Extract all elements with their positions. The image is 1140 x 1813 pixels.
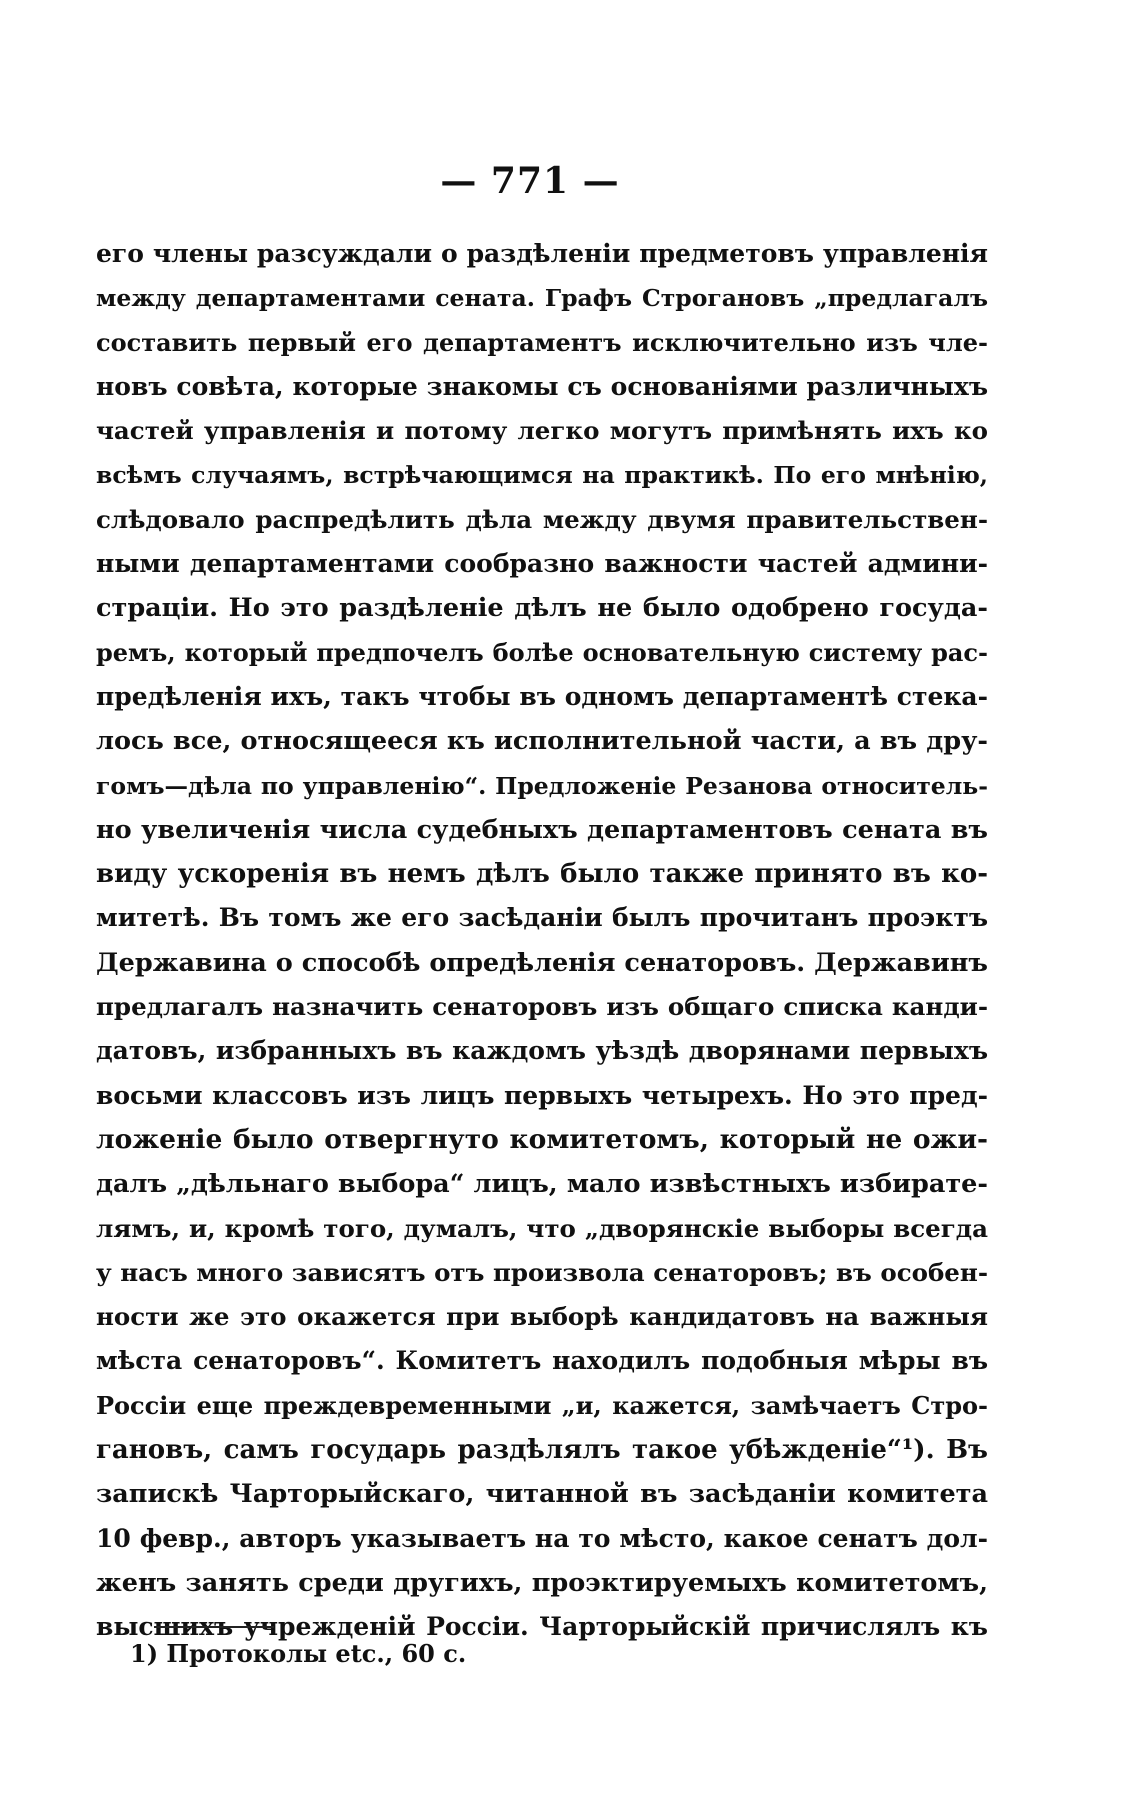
text-line: 10 февр., авторъ указываетъ на то мѣсто, какое сенатъ дол- <box>96 1523 988 1553</box>
text-line: частей управленія и потому легко могутъ примѣнять ихъ ко <box>96 416 988 446</box>
text-line: восьми классовъ изъ лицъ первыхъ четырехъ. Но это пред- <box>96 1080 988 1110</box>
text-line: лямъ, и, кромѣ того, думалъ, что „дворянскіе выборы всегда <box>96 1213 988 1243</box>
text-line: далъ „дѣльнаго выбора“ лицъ, мало извѣстныхъ избирате- <box>96 1169 988 1200</box>
text-line: ложеніе было отвергнуто комитетомъ, который не ожи- <box>96 1123 988 1155</box>
text-line: его члены разсуждали о раздѣленіи предметовъ управленія <box>96 239 988 268</box>
body-text <box>96 232 988 1650</box>
text-line: датовъ, избранныхъ въ каждомъ уѣздѣ дворянами первыхъ <box>96 1036 988 1066</box>
text-line: предѣленія ихъ, такъ чтобы въ одномъ департаментѣ стека- <box>96 681 988 711</box>
text-line: гановъ, самъ государь раздѣлялъ такое убѣжденіе“¹). Въ <box>96 1435 988 1466</box>
text-line: гомъ—дѣла по управленію“. Предложеніе Резанова относитель- <box>96 771 988 800</box>
text-line: ремъ, который предпочелъ болѣе основательную систему рас- <box>96 637 988 667</box>
footnote-divider <box>154 1626 274 1628</box>
text-line: запискѣ Чарторыйскаго, читанной въ засѣданіи комитета <box>96 1479 988 1510</box>
text-line: ными департаментами сообразно важности частей админи- <box>96 549 988 579</box>
footnote: 1) Протоколы etc., 60 с. <box>130 1639 467 1668</box>
text-line: новъ совѣта, которые знакомы съ основаніями различныхъ <box>96 371 988 401</box>
text-line: слѣдовало распредѣлить дѣла между двумя правительствен- <box>96 504 988 534</box>
text-line: у насъ много зависятъ отъ произвола сенаторовъ; въ особен- <box>96 1257 988 1287</box>
text-line: женъ занять среди другихъ, проэктируемыхъ комитетомъ, <box>96 1567 988 1598</box>
text-line: всѣмъ случаямъ, встрѣчающимся на практикѣ. По его мнѣнію, <box>96 461 988 490</box>
page-number: — 771 — <box>440 160 620 202</box>
text-line: ности же это окажется при выборѣ кандидатовъ на важныя <box>96 1302 988 1332</box>
text-line: митетѣ. Въ томъ же его засѣданіи былъ прочитанъ проэктъ <box>96 903 988 933</box>
text-line: виду ускоренія въ немъ дѣлъ было также принято въ ко- <box>96 859 988 890</box>
text-line: но увеличенія числа судебныхъ департаментовъ сената въ <box>96 814 988 845</box>
text-line: лось все, относящееся къ исполнительной части, а въ дру- <box>96 726 988 757</box>
text-line: между департаментами сената. Графъ Строгановъ „предлагалъ <box>96 284 988 313</box>
text-line: высшихъ учрежденій Россіи. Чарторыйскій причислялъ къ <box>96 1612 988 1642</box>
text-line: Россіи еще преждевременными „и, кажется, замѣчаетъ Стро- <box>96 1390 988 1420</box>
text-line: составить первый его департаментъ исключительно изъ чле- <box>96 327 988 357</box>
text-line: страціи. Но это раздѣленіе дѣлъ не было одобрено госуда- <box>96 593 988 624</box>
text-line: Державина о способѣ опредѣленія сенаторовъ. Державинъ <box>96 947 988 978</box>
text-line: мѣста сенаторовъ“. Комитетъ находилъ подобныя мѣры въ <box>96 1346 988 1376</box>
text-line: предлагалъ назначить сенаторовъ изъ общаго списка канди- <box>96 992 988 1022</box>
